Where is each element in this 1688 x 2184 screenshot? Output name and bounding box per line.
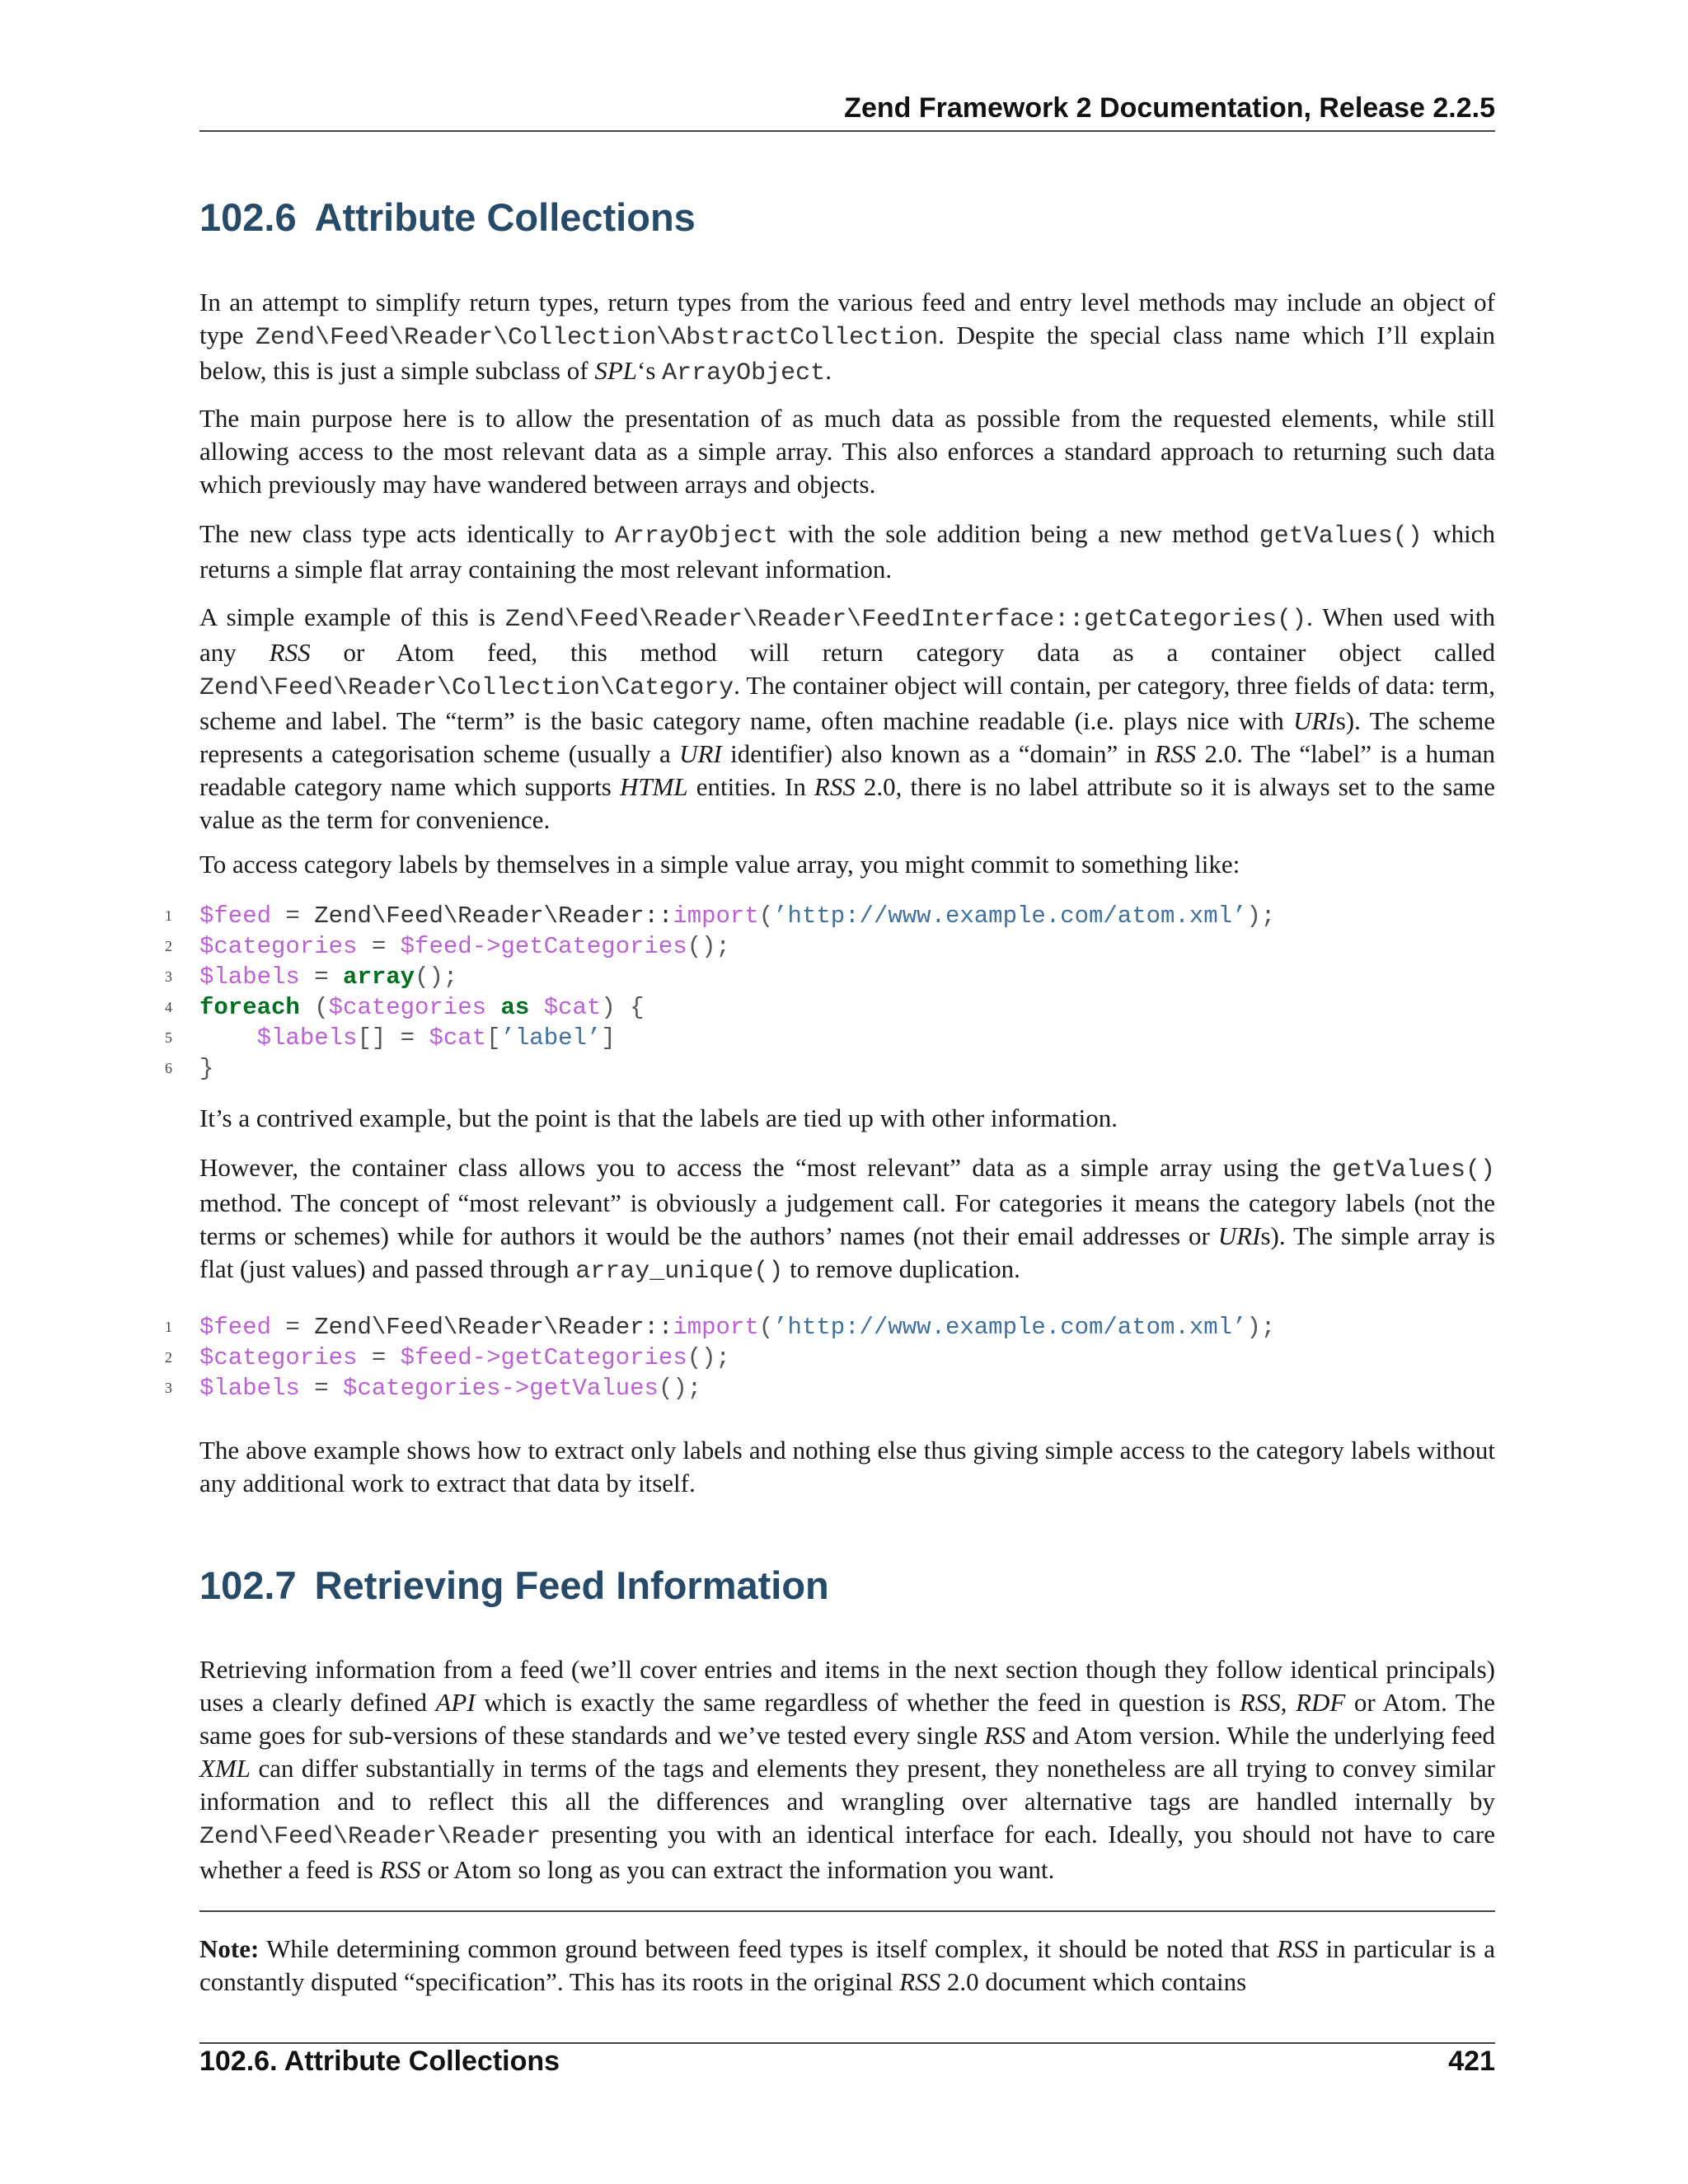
document-page <box>165 0 1496 2184</box>
note-paragraph <box>199 1933 1495 1999</box>
code-variable: $feed <box>400 933 472 960</box>
footer-section: 102.6. Attribute Collections <box>199 2046 560 2077</box>
code-punctuation: ( <box>299 994 329 1021</box>
emphasis: XML <box>199 1754 251 1783</box>
code-variable: $labels <box>199 1375 300 1402</box>
section-title: Retrieving Feed Information <box>314 1563 829 1607</box>
emphasis: RSS <box>899 1967 941 1996</box>
line-number: 5 <box>165 1029 172 1046</box>
code-variable: $feed <box>199 902 272 930</box>
paragraph <box>199 601 1495 837</box>
code-function: import <box>673 1314 759 1341</box>
inline-code: Zend\Feed\Reader\Reader\FeedInterface::getCategories() <box>505 606 1307 634</box>
text: entities. In <box>687 772 814 801</box>
emphasis: API <box>435 1688 476 1717</box>
code-line <box>0 1373 1495 1404</box>
text: . The container object will contain, per category, three fields of data: term, scheme and label. The “term” is the basic category name, often machine readable (i.e. plays nice with <box>199 671 1495 735</box>
code-line <box>0 931 1495 962</box>
code-punctuation: (); <box>415 963 458 991</box>
paragraph: The main purpose here is to allow the presentation of as much data as possible from the requested elements, while still allowing access to the most relevant data as a simple array. This also enforces a standard approach to returning such data which previously may have wandered between arrays and objects. <box>199 404 1495 499</box>
code-operator: = <box>271 902 315 930</box>
code-variable: $categories <box>328 994 487 1021</box>
code-variable: $feed <box>199 1314 272 1341</box>
running-footer <box>199 2046 1495 2078</box>
text: and Atom version. While the underlying feed <box>1025 1721 1495 1750</box>
note-label: Note: <box>199 1934 260 1963</box>
text: . <box>825 356 832 385</box>
line-number: 1 <box>165 907 172 924</box>
code-punctuation: ( <box>758 1314 774 1341</box>
text: , <box>1280 1688 1296 1717</box>
line-number: 6 <box>165 1060 172 1076</box>
text: or Atom. The same goes for sub-versions of these standards and we’ve tested every single <box>199 1688 1495 1750</box>
code-block <box>0 901 1495 1084</box>
inline-code: Zend\Feed\Reader\Collection\Category <box>199 674 734 702</box>
code-line <box>0 1343 1495 1373</box>
text: can differ substantially in terms of the tags and elements they present, they nonetheless are all trying to convey similar information and to reflect this all the differences and wrangling over alternative tags are handled internally by <box>199 1754 1495 1816</box>
inline-code: Zend\Feed\Reader\Collection\AbstractCollection <box>256 324 939 352</box>
text: In an attempt to simplify return types, return types from the various feed and entry level methods may include an object of type <box>199 288 1495 349</box>
code-block <box>0 1312 1495 1404</box>
code-line <box>0 1053 1495 1084</box>
emphasis: URI <box>1217 1221 1261 1250</box>
paragraph: The above example shows how to extract only labels and nothing else thus giving simple access to the category labels without any additional work to extract that data by itself. <box>199 1436 1495 1497</box>
text: or Atom so long as you can extract the information you want. <box>420 1855 1055 1884</box>
code-keyword: as <box>486 994 544 1021</box>
section-title: Attribute Collections <box>314 195 696 239</box>
emphasis: RSS <box>984 1721 1026 1750</box>
page-number: 421 <box>1448 2046 1495 2077</box>
code-variable: $categories <box>343 1375 501 1402</box>
emphasis: RSS <box>1239 1688 1281 1717</box>
text: Retrieving information from a feed (we’ll cover entries and items in the next section though they follow identical principals) uses a clearly defined <box>199 1655 1495 1717</box>
emphasis: HTML <box>619 772 688 801</box>
inline-code: array_unique() <box>575 1258 784 1286</box>
line-number: 4 <box>165 999 172 1015</box>
text: or Atom feed, this method will return category data as a container object called <box>310 638 1495 667</box>
code-punctuation: ] <box>601 1024 616 1052</box>
paragraph <box>199 1653 1495 1886</box>
code-operator: = <box>271 1314 315 1341</box>
code-line <box>0 962 1495 992</box>
running-header: Zend Framework 2 Documentation, Release 2.2.5 <box>844 92 1495 124</box>
line-number: 3 <box>165 1380 172 1396</box>
code-variable: $cat <box>543 994 602 1021</box>
code-punctuation: ) { <box>601 994 645 1021</box>
code-operator: = <box>299 1375 344 1402</box>
code-text: Zend\Feed\Reader\Reader:: <box>314 902 673 930</box>
paragraph <box>199 286 1495 390</box>
emphasis: URI <box>679 739 722 768</box>
code-string: ’http://www.example.com/atom.xml’ <box>773 902 1247 930</box>
emphasis: RSS <box>1155 739 1197 768</box>
text: identifier) also known as a “domain” in <box>721 739 1156 768</box>
text: with the sole addition being a new method <box>777 519 1259 548</box>
code-line <box>0 901 1495 931</box>
text: 2.0. The “label” is a human readable category name which supports <box>199 739 1495 801</box>
code-variable: $labels <box>199 963 300 991</box>
code-punctuation: ); <box>1246 1314 1276 1341</box>
line-number: 2 <box>165 1349 172 1366</box>
inline-code: getValues() <box>1331 1156 1495 1184</box>
code-variable: $labels <box>256 1024 358 1052</box>
code-operator: = <box>357 1344 401 1371</box>
inline-code: Zend\Feed\Reader\Reader <box>199 1823 542 1851</box>
paragraph: It’s a contrived example, but the point is that the labels are tied up with other information. <box>199 1104 1118 1132</box>
code-operator: = <box>357 933 401 960</box>
code-operator: -> <box>471 1344 501 1371</box>
text: The new class type acts identically to <box>199 519 615 548</box>
code-variable: $feed <box>400 1344 472 1371</box>
code-line <box>0 1312 1495 1343</box>
paragraph <box>199 518 1495 586</box>
emphasis: SPL <box>594 356 638 385</box>
code-string: ’label’ <box>500 1024 602 1052</box>
inline-code: ArrayObject <box>662 359 826 387</box>
emphasis: RSS <box>269 638 311 667</box>
code-function: getCategories <box>500 1344 687 1371</box>
inline-code: getValues() <box>1259 523 1423 551</box>
note-rule <box>199 1910 1495 1912</box>
emphasis: RSS <box>814 772 856 801</box>
code-variable: $categories <box>199 1344 358 1371</box>
text: 2.0, there is no label attribute so it is always set to the same value as the term for convenience. <box>199 772 1495 834</box>
text: However, the container class allows you to access the “most relevant” data as a simple array using the <box>199 1153 1332 1182</box>
text: in particular is a constantly disputed “specification”. This has its roots in the original <box>199 1934 1496 1996</box>
code-punctuation: [ <box>486 1024 501 1052</box>
emphasis: RDF <box>1296 1688 1346 1717</box>
code-punctuation: (); <box>687 1344 730 1371</box>
section-number: 102.6 <box>199 195 297 239</box>
code-operator: = <box>299 963 344 991</box>
section-heading-retrieving-feed-information <box>199 1563 829 1608</box>
text: s). The simple array is flat (just values) and passed through <box>199 1221 1495 1283</box>
text: ‘s <box>637 356 663 385</box>
code-punctuation: [] = <box>357 1024 429 1052</box>
code-text: Zend\Feed\Reader\Reader:: <box>314 1314 673 1341</box>
text: s). The scheme represents a categorisation scheme (usually a <box>199 706 1495 768</box>
code-indent <box>199 1024 257 1052</box>
text: . Despite the special class name which I’ll explain below, this is just a simple subclass of <box>199 321 1496 385</box>
code-punctuation: ( <box>758 902 774 930</box>
code-function: getCategories <box>500 933 687 960</box>
section-number: 102.7 <box>199 1563 297 1607</box>
emphasis: RSS <box>379 1855 421 1884</box>
text: which is exactly the same regardless of whether the feed in question is <box>475 1688 1240 1717</box>
line-number: 2 <box>165 938 172 954</box>
text: which returns a simple flat array containing the most relevant information. <box>199 519 1496 583</box>
header-rule <box>199 130 1495 132</box>
code-keyword: array <box>343 963 415 991</box>
text: presenting you with an identical interface for each. Ideally, you should not have to care whether a feed is <box>199 1820 1495 1884</box>
code-variable: $categories <box>199 933 358 960</box>
code-punctuation: } <box>199 1055 214 1082</box>
code-string: ’http://www.example.com/atom.xml’ <box>773 1314 1247 1341</box>
emphasis: URI <box>1293 706 1336 735</box>
code-punctuation: (); <box>687 933 730 960</box>
text: to remove duplication. <box>783 1254 1020 1283</box>
text: A simple example of this is <box>199 602 505 631</box>
code-line <box>0 992 1495 1023</box>
emphasis: RSS <box>1277 1934 1319 1963</box>
inline-code: ArrayObject <box>614 523 778 551</box>
code-punctuation: ); <box>1246 902 1276 930</box>
code-function: import <box>673 902 759 930</box>
code-line <box>0 1023 1495 1053</box>
text: While determining common ground between feed types is itself complex, it should be noted that <box>259 1934 1278 1963</box>
code-variable: $cat <box>429 1024 487 1052</box>
code-operator: -> <box>471 933 501 960</box>
code-operator: -> <box>500 1375 530 1402</box>
section-heading-attribute-collections <box>199 194 696 240</box>
line-number: 1 <box>165 1319 172 1335</box>
paragraph <box>199 1151 1495 1288</box>
line-number: 3 <box>165 968 172 985</box>
code-keyword: foreach <box>199 994 300 1021</box>
text: method. The concept of “most relevant” is obviously a judgement call. For categories it means the category labels (not the terms or schemes) while for authors it would be the authors’ names (not their email addresses or <box>199 1188 1495 1250</box>
text: . When used with any <box>199 602 1495 667</box>
text: 2.0 document which contains <box>940 1967 1247 1996</box>
footer-rule <box>199 2042 1495 2044</box>
paragraph: To access category labels by themselves in a simple value array, you might commit to something like: <box>199 850 1240 879</box>
code-function: getValues <box>529 1375 659 1402</box>
code-punctuation: (); <box>658 1375 702 1402</box>
